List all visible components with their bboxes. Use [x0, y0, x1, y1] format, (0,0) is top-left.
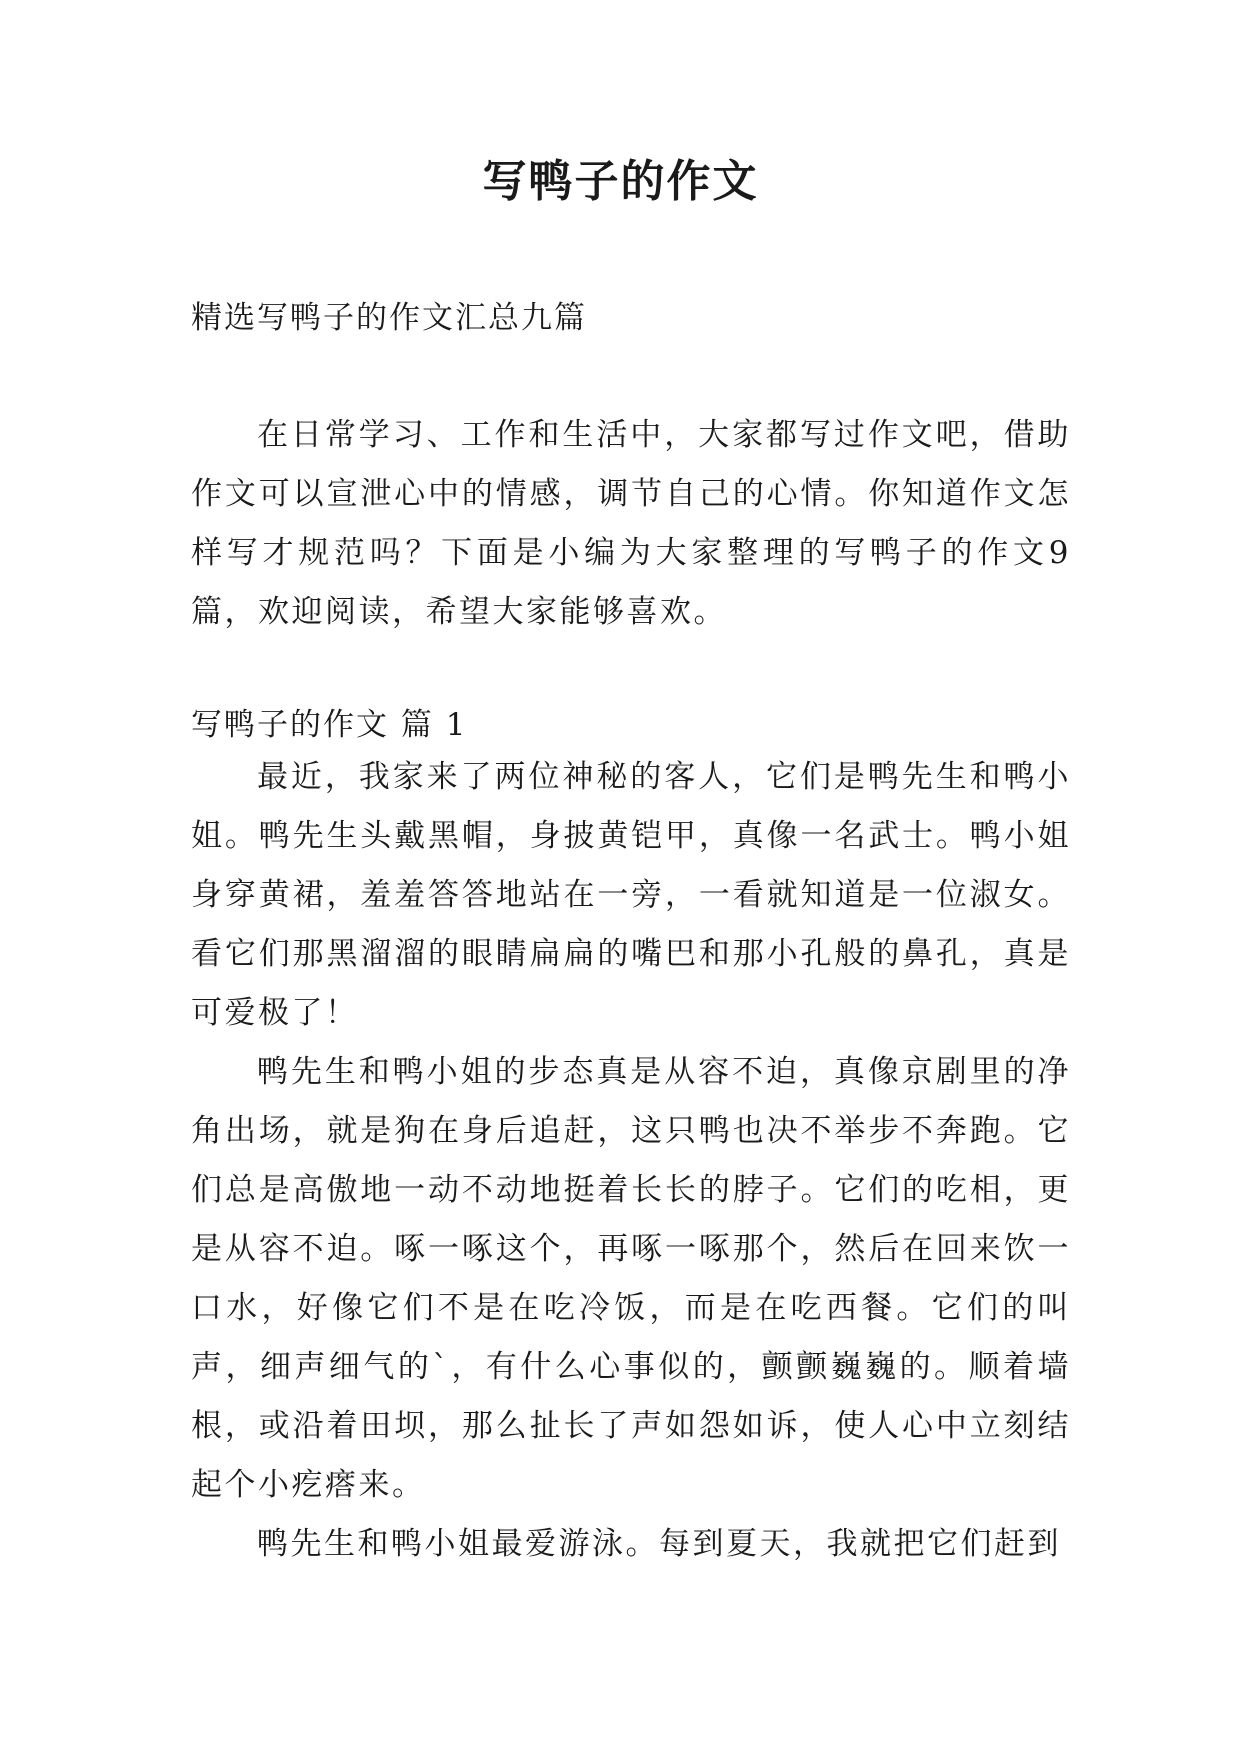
section-body	[191, 748, 1071, 1574]
body-paragraph-1: 最近，我家来了两位神秘的客人，它们是鸭先生和鸭小姐。鸭先生头戴黑帽，身披黄铠甲，真像一名武士。鸭小姐身穿黄裙，羞羞答答地站在一旁，一看就知道是一位淑女。看它们那黑溜溜的眼睛扁扁的嘴巴和那小孔般的鼻孔，真是可爱极了！	[191, 759, 1071, 1031]
subtitle: 精选写鸭子的作文汇总九篇	[191, 300, 587, 336]
body-paragraph-3: 鸭先生和鸭小姐最爱游泳。每到夏天，我就把它们赶到	[257, 1526, 1061, 1562]
body-paragraph-2: 鸭先生和鸭小姐的步态真是从容不迫，真像京剧里的净角出场，就是狗在身后追赶，这只鸭也决不举步不奔跑。它们总是高傲地一动不动地挺着长长的脖子。它们的吃相，更是从容不迫。啄一啄这个，再啄一啄那个，然后在回来饮一口水，好像它们不是在吃冷饭，而是在吃西餐。它们的叫声，细声细气的`，有什么心事似的，颤颤巍巍的。顺着墙根，或沿着田坝，那么扯长了声如怨如诉，使人心中立刻结起个小疙瘩来。	[191, 1054, 1071, 1503]
page-title: 写鸭子的作文	[482, 156, 759, 207]
section-heading: 写鸭子的作文 篇 1	[191, 707, 468, 743]
intro-block	[191, 406, 1071, 642]
intro-paragraph: 在日常学习、工作和生活中，大家都写过作文吧，借助作文可以宣泄心中的情感，调节自己的心情。你知道作文怎样写才规范吗？下面是小编为大家整理的写鸭子的作文9篇，欢迎阅读，希望大家能够喜欢。	[191, 417, 1071, 630]
